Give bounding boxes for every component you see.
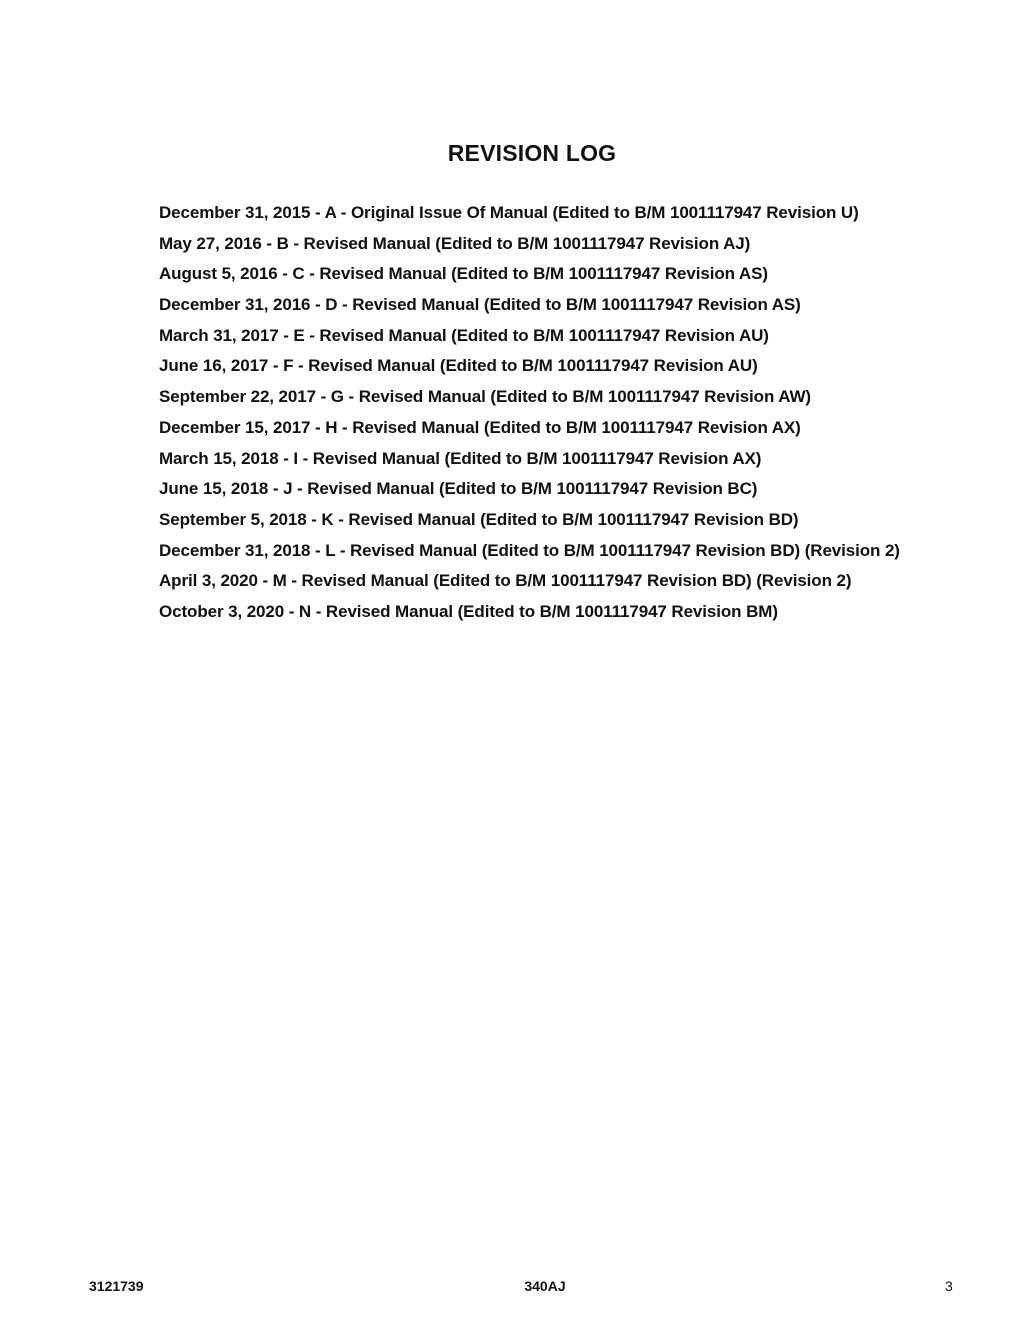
footer-doc-number: 3121739	[89, 1278, 144, 1294]
footer-page-number: 3	[945, 1278, 953, 1294]
revision-entry: March 31, 2017 - E - Revised Manual (Edited to B/M 1001117947 Revision AU)	[159, 325, 769, 345]
revision-entry: April 3, 2020 - M - Revised Manual (Edited to B/M 1001117947 Revision BD) (Revision 2)	[159, 571, 852, 591]
revision-entry: March 15, 2018 - I - Revised Manual (Edited to B/M 1001117947 Revision AX)	[159, 448, 762, 468]
revision-entry: June 15, 2018 - J - Revised Manual (Edited to B/M 1001117947 Revision BC)	[159, 479, 758, 499]
footer-model: 340AJ	[524, 1278, 566, 1294]
revision-entry: October 3, 2020 - N - Revised Manual (Edited to B/M 1001117947 Revision BM)	[159, 601, 778, 621]
revision-entry: June 16, 2017 - F - Revised Manual (Edited to B/M 1001117947 Revision AU)	[159, 356, 758, 376]
revision-entry: May 27, 2016 - B - Revised Manual (Edited to B/M 1001117947 Revision AJ)	[159, 233, 751, 253]
page-title: REVISION LOG	[447, 140, 617, 166]
revision-entry: September 22, 2017 - G - Revised Manual (Edited to B/M 1001117947 Revision AW)	[159, 387, 811, 407]
revision-entry: December 31, 2016 - D - Revised Manual (Edited to B/M 1001117947 Revision AS)	[159, 295, 801, 315]
revision-entry: September 5, 2018 - K - Revised Manual (Edited to B/M 1001117947 Revision BD)	[159, 509, 799, 529]
revision-list	[159, 198, 900, 628]
revision-entry: August 5, 2016 - C - Revised Manual (Edited to B/M 1001117947 Revision AS)	[159, 264, 768, 284]
revision-entry: December 31, 2015 - A - Original Issue Of Manual (Edited to B/M 1001117947 Revision U)	[159, 203, 859, 222]
revision-entry: December 31, 2018 - L - Revised Manual (Edited to B/M 1001117947 Revision BD) (Revision 2)	[159, 540, 900, 560]
revision-entry: December 15, 2017 - H - Revised Manual (Edited to B/M 1001117947 Revision AX)	[159, 417, 801, 437]
